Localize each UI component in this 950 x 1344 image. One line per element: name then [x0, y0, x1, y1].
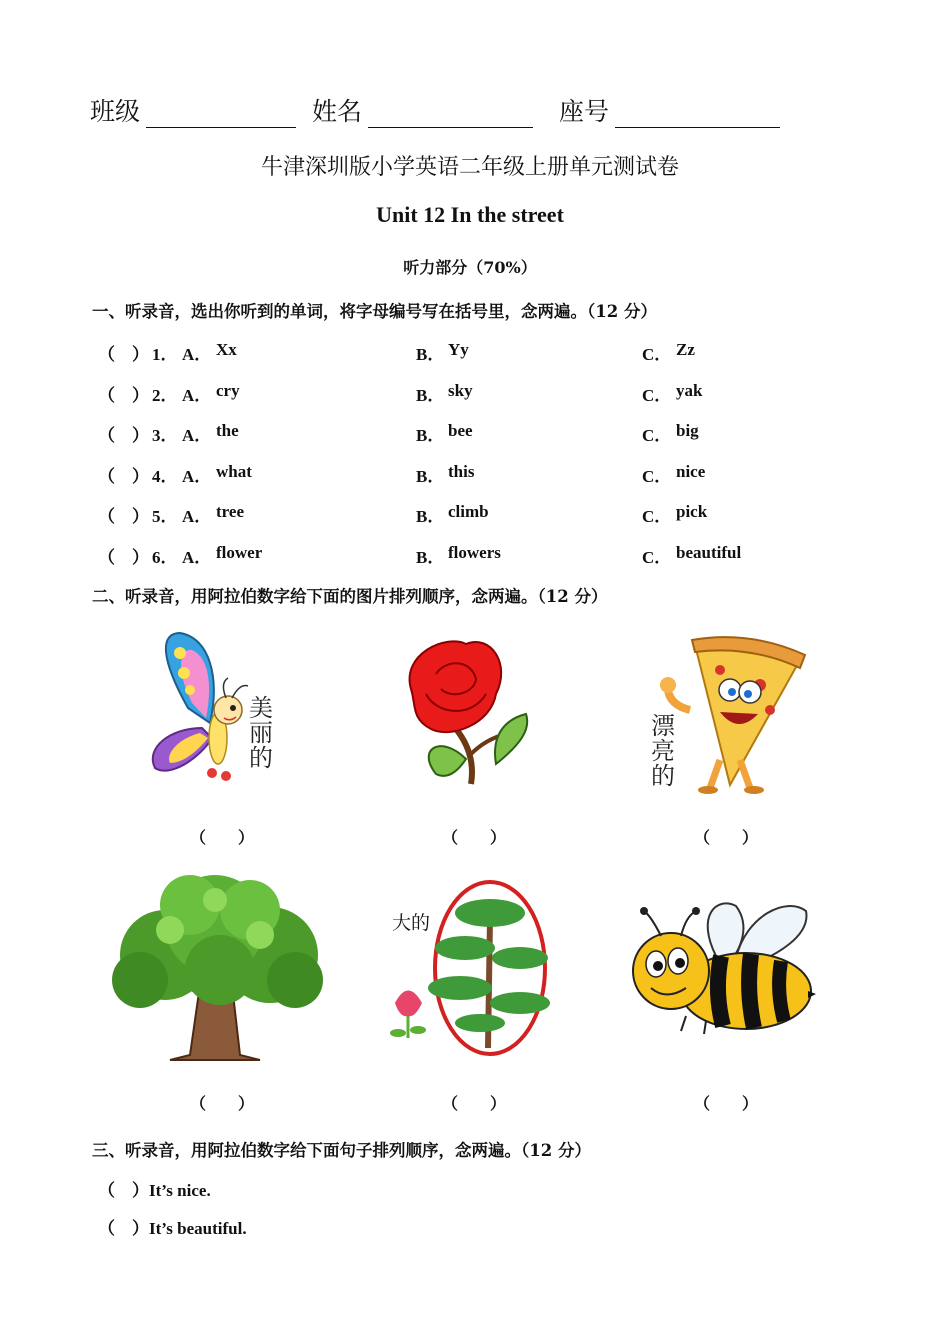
option-b: climb: [448, 502, 489, 521]
answer-paren[interactable]: （ ）: [98, 345, 149, 364]
section3-heading: 三、听录音，用阿拉伯数字给下面句子排列顺序，念两遍。（12 分）: [92, 1141, 591, 1160]
option-a-label: A．: [182, 426, 212, 445]
answer-paren-6[interactable]: （ ）: [694, 1096, 759, 1113]
pizza-caption: 漂 亮 的: [651, 712, 675, 790]
class-label: 班级: [90, 97, 141, 126]
listening-subtitle: 听力部分（70%）: [403, 258, 537, 277]
option-c-label: C．: [642, 386, 672, 405]
answer-paren-5[interactable]: （ ）: [442, 1096, 507, 1113]
option-a: flower: [216, 543, 263, 562]
answer-paren[interactable]: （ ）: [98, 507, 149, 526]
tree-icon: [110, 870, 325, 1065]
option-b: bee: [448, 421, 473, 440]
answer-paren-2[interactable]: （ ）: [442, 830, 507, 847]
sentence-answer-paren[interactable]: （ ）: [98, 1219, 149, 1238]
option-c: Zz: [676, 340, 695, 359]
answer-paren[interactable]: （ ）: [98, 467, 149, 486]
question-number: 2．: [152, 386, 178, 405]
sentence-answer-paren[interactable]: （ ）: [98, 1181, 149, 1200]
option-a-label: A．: [182, 345, 212, 364]
option-b-label: B．: [416, 345, 445, 364]
seat-blank[interactable]: [615, 101, 780, 128]
question-number: 1．: [152, 345, 178, 364]
unit-title: Unit 12 In the street: [376, 202, 564, 227]
option-a: cry: [216, 381, 240, 400]
option-a: what: [216, 462, 252, 481]
option-b: this: [448, 462, 475, 481]
option-a-label: A．: [182, 548, 212, 567]
sentence-row: [98, 1214, 247, 1239]
option-a-label: A．: [182, 467, 212, 486]
butterfly-caption: 美 丽 的: [249, 694, 273, 772]
question-number: 6．: [152, 548, 178, 567]
answer-paren[interactable]: （ ）: [98, 426, 149, 445]
question-row: [98, 421, 798, 445]
name-blank[interactable]: [368, 101, 533, 128]
bee-icon: [626, 896, 816, 1036]
section2-heading: 二、听录音，用阿拉伯数字给下面的图片排列顺序，念两遍。（12 分）: [92, 587, 608, 606]
option-c-label: C．: [642, 548, 672, 567]
option-a: tree: [216, 502, 244, 521]
name-label: 姓名: [311, 97, 362, 126]
question-row: [98, 462, 798, 486]
question-number: 5．: [152, 507, 178, 526]
rose-icon: [396, 634, 536, 789]
question-number: 3．: [152, 426, 178, 445]
option-b-label: B．: [416, 386, 445, 405]
option-c: pick: [676, 502, 708, 521]
sentence-row: [98, 1176, 211, 1201]
answer-paren[interactable]: （ ）: [98, 386, 149, 405]
option-b: flowers: [448, 543, 501, 562]
answer-paren-1[interactable]: （ ）: [190, 830, 255, 847]
question-row: [98, 381, 798, 405]
big-tree-caption: 大的: [392, 912, 431, 934]
option-b-label: B．: [416, 548, 445, 567]
option-c-label: C．: [642, 345, 672, 364]
option-c-label: C．: [642, 507, 672, 526]
option-a-label: A．: [182, 386, 212, 405]
option-c: beautiful: [676, 543, 742, 562]
option-c: yak: [676, 381, 703, 400]
question-row: [98, 340, 798, 364]
sentence-text: It’s nice.: [149, 1181, 211, 1200]
question-row: [98, 502, 798, 526]
page-title: 牛津深圳版小学英语二年级上册单元测试卷: [260, 155, 679, 180]
section1-heading: 一、听录音，选出你听到的单词，将字母编号写在括号里，念两遍。（12 分）: [92, 302, 657, 321]
class-blank[interactable]: [146, 101, 296, 128]
sentence-text: It’s beautiful.: [149, 1219, 247, 1238]
question-number: 4．: [152, 467, 178, 486]
option-c: big: [676, 421, 699, 440]
option-c-label: C．: [642, 467, 672, 486]
student-info-line: [90, 92, 788, 128]
option-c: nice: [676, 462, 706, 481]
option-b: Yy: [448, 340, 469, 359]
option-a: the: [216, 421, 239, 440]
option-b: sky: [448, 381, 473, 400]
big-tree-icon: [380, 878, 560, 1058]
seat-label: 座号: [558, 97, 609, 126]
answer-paren[interactable]: （ ）: [98, 548, 149, 567]
option-c-label: C．: [642, 426, 672, 445]
answer-paren-3[interactable]: （ ）: [694, 830, 759, 847]
option-a: Xx: [216, 340, 237, 359]
option-b-label: B．: [416, 507, 445, 526]
answer-paren-4[interactable]: （ ）: [190, 1096, 255, 1113]
option-a-label: A．: [182, 507, 212, 526]
option-b-label: B．: [416, 467, 445, 486]
option-b-label: B．: [416, 426, 445, 445]
question-row: [98, 543, 798, 567]
